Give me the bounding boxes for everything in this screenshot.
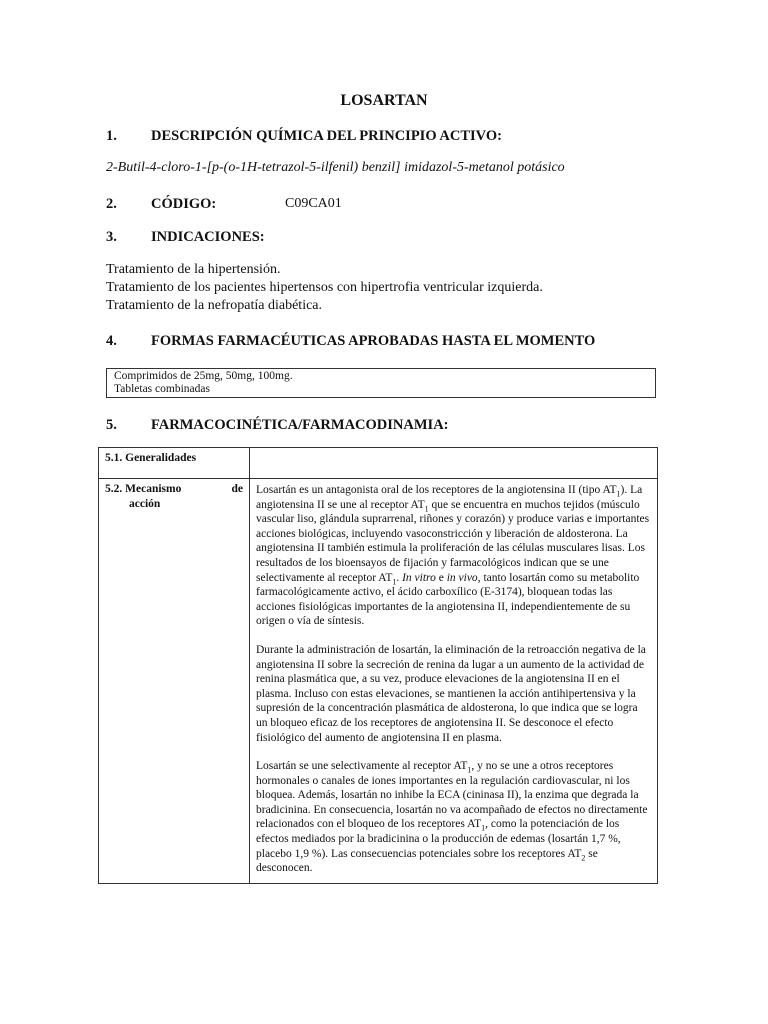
- row-content-generalidades: [250, 448, 658, 479]
- label-part: acción: [129, 497, 161, 510]
- section-1-heading: [106, 128, 502, 145]
- text-run: que se encuentra en muchos tejidos (músculo vascular liso, glándula suprarrenal, riñones y corazón) y produce varias e importantes acciones biológicas, incluyendo vasoconstricción y liberación de aldosterona. La angiotensina II también estimula la proliferación de las células musculares lisas. Los resultados de los bioensayos de fijación y farmacológicos indican que se une selectivamente al receptor AT: [256, 498, 650, 584]
- subscript: 2: [581, 852, 586, 862]
- text-run: ). La angiotensina II se une al receptor AT: [256, 484, 643, 511]
- section-4-title: FORMAS FARMACÉUTICAS APROBADAS HASTA EL MOMENTO: [151, 333, 596, 349]
- text-run: , como la potenciación de los efectos mediados por la bradicinina o la producción de edemas (losartán 1,7 %, placebo 1,9 %). Las consecuencias potenciales sobre los receptores AT: [256, 818, 621, 860]
- text-run: .: [396, 571, 403, 584]
- section-2-title: CÓDIGO:: [151, 196, 217, 212]
- section-3-title: INDICACIONES:: [151, 229, 265, 245]
- text-run: Losartán se une selectivamente al receptor AT: [256, 760, 468, 773]
- table-row: [99, 448, 658, 479]
- paragraph-1: [256, 483, 651, 629]
- section-3-heading: [106, 229, 265, 246]
- indication-item: Tratamiento de la nefropatía diabética.: [106, 298, 323, 313]
- subscript: 1: [424, 503, 429, 513]
- section-3-number: 3.: [106, 229, 117, 245]
- text-run: Losartán es un antagonista oral de los receptores de la angiotensina II (tipo AT: [256, 484, 617, 496]
- label-part: de: [231, 483, 243, 495]
- section-5-number: 5.: [106, 417, 117, 433]
- section-2-number: 2.: [106, 196, 117, 212]
- pharmacology-table: [98, 447, 658, 884]
- document-title: LOSARTAN: [340, 92, 428, 109]
- italic-text: in vivo: [446, 571, 478, 584]
- subscript: 1: [481, 823, 486, 833]
- text-run: e: [435, 571, 447, 584]
- text-run: se desconocen.: [256, 847, 598, 875]
- paragraph-3: [256, 759, 651, 876]
- section-4-heading: [106, 333, 595, 350]
- form-item: Tabletas combinadas: [114, 383, 210, 395]
- italic-text: In vitro: [402, 571, 436, 584]
- forms-box: [106, 368, 656, 398]
- label-part: 5.2. Mecanismo: [105, 483, 182, 495]
- section-1-title: DESCRIPCIÓN QUÍMICA DEL PRINCIPIO ACTIVO:: [151, 128, 502, 144]
- indication-item: Tratamiento de los pacientes hipertensos con hipertrofia ventricular izquierda.: [106, 280, 543, 295]
- indication-item: Tratamiento de la hipertensión.: [106, 262, 281, 277]
- form-item: Comprimidos de 25mg, 50mg, 100mg.: [114, 370, 293, 382]
- paragraph-2: Durante la administración de losartán, la eliminación de la retroacción negativa de la angiotensina II sobre la secreción de renina da lugar a un aumento de la actividad de renina plasmática que, a su vez, produce elevaciones de la angiotensina II en el plasma. Incluso con estas elevaciones, se mantienen la acción antihipertensiva y la supresión de la concentración plasmática de aldosterona, lo que indica que se logra un bloqueo eficaz de los receptores de angiotensina II. Se desconoce el efecto fisiológico del aumento de angiotensina II en plasma.: [256, 643, 646, 744]
- subscript: 1: [392, 576, 397, 586]
- text-run: , tanto losartán como su metabolito farmacológicamente activo, el ácido carboxílico (E-3174), bloquean todas las acciones fisiológicas importantes de la angiotensina II, independientemente de su origen o vía de síntesis.: [256, 571, 640, 628]
- text-run: , y no se une a otros receptores hormonales o canales de iones importantes en la regulación cardiovascular, ni los bloquea. Además, losartán no inhibe la ECA (cininasa II), la enzima que degrada la bradicinina. En consecuencia, losartán no va acompañado de efectos no directamente relacionados con el bloqueo de los receptores AT: [256, 760, 648, 831]
- section-5-title: FARMACOCINÉTICA/FARMACODINAMIA:: [151, 417, 449, 433]
- row-label-generalidades: 5.1. Generalidades: [99, 448, 250, 479]
- chemical-name: 2-Butil-4-cloro-1-[p-(o-1H-tetrazol-5-ilfenil) benzil] imidazol-5-metanol potásico: [106, 160, 565, 175]
- row-label-mecanismo: [99, 479, 250, 884]
- table-row: [99, 479, 658, 884]
- section-2-heading: [106, 196, 216, 213]
- section-5-heading: [106, 417, 449, 434]
- section-1-number: 1.: [106, 128, 117, 144]
- subscript: 1: [616, 489, 621, 499]
- subscript: 1: [467, 765, 472, 775]
- atc-code: C09CA01: [285, 196, 342, 211]
- row-content-mecanismo: [250, 479, 658, 884]
- section-4-number: 4.: [106, 333, 117, 349]
